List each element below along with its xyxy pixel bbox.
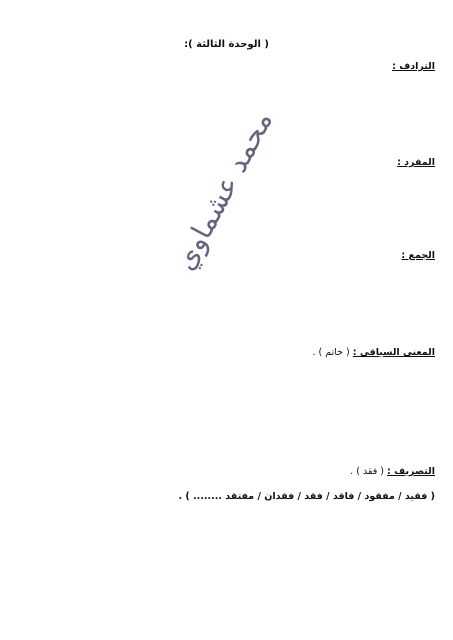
plural-heading: الجمع : bbox=[401, 250, 435, 261]
unit-title: ( الوحدة الثالثة ): bbox=[184, 39, 269, 50]
conjugation-forms: ( فقيد / مفقود / فاقد / فقد / فقدان / مفتقد ........ ) . bbox=[178, 491, 435, 502]
conjugation-heading: التصريف : ( فقد ) . bbox=[350, 466, 435, 477]
singular-heading: المفرد : bbox=[397, 157, 435, 168]
watermark-signature: محمد عشماوي bbox=[168, 105, 280, 276]
contextual-heading: المعنى السياقي : ( خاتم ) . bbox=[312, 347, 435, 358]
synonyms-heading: الترادف : bbox=[392, 61, 435, 72]
